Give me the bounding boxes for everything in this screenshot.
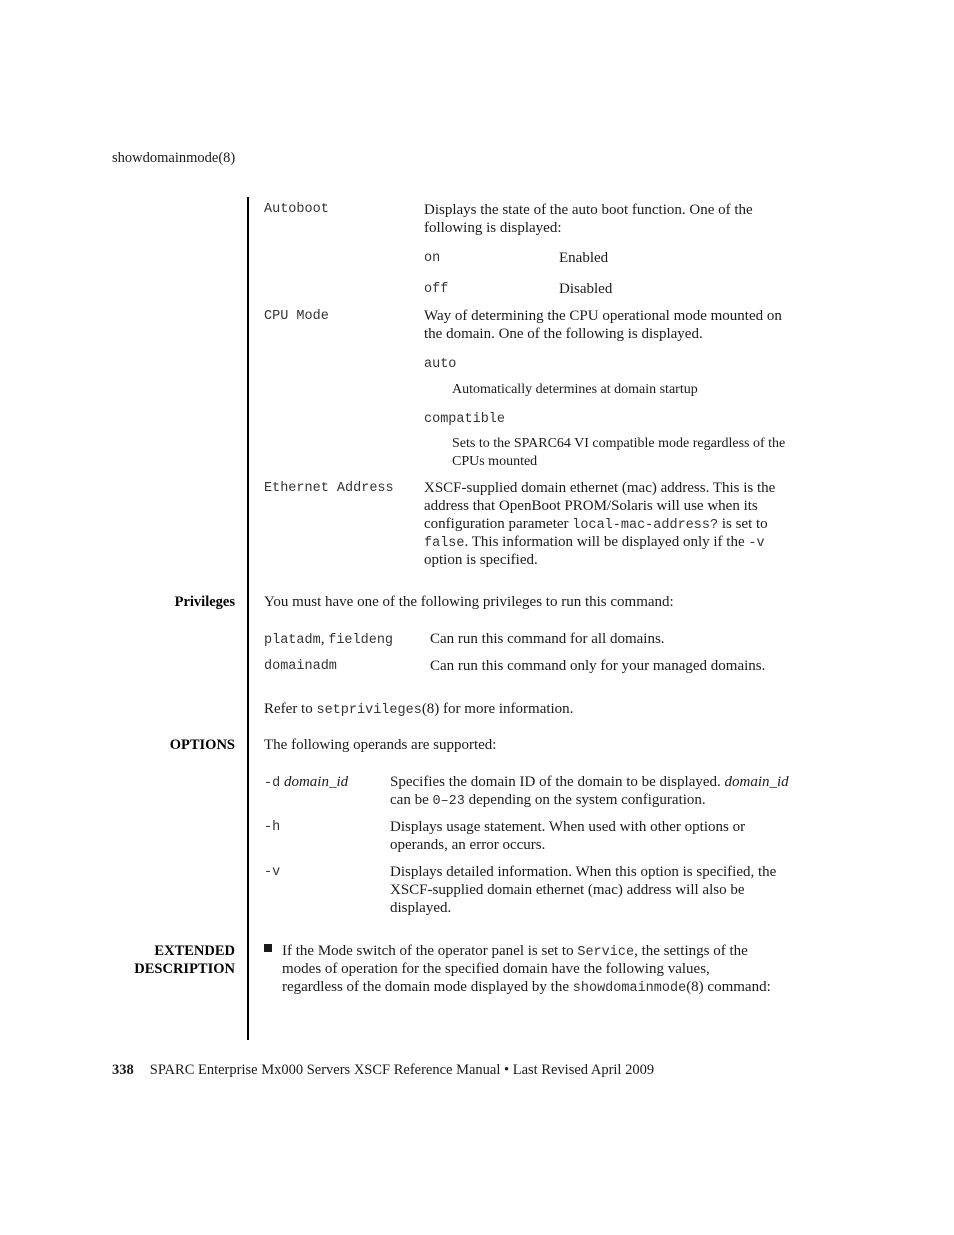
ethernet-desc-text: configuration parameter [424, 516, 573, 532]
privilege-code: fieldeng [328, 633, 394, 648]
cpu-mode-desc-line1: Way of determining the CPU operational mode mounted on [424, 308, 782, 324]
cpu-mode-auto-code: auto [424, 357, 457, 372]
v-option-code: -v [748, 536, 765, 551]
footer [112, 1061, 654, 1079]
option-desc-text: depending on the system configuration. [464, 792, 706, 808]
option-desc-text: can be [390, 792, 433, 808]
autoboot-value-code: on [424, 251, 441, 266]
cpu-mode-compatible-desc-line2: CPUs mounted [452, 454, 538, 469]
ethernet-desc-line2: address that OpenBoot PROM/Solaris will use when its [424, 498, 758, 514]
autoboot-desc-line2: following is displayed: [424, 220, 562, 236]
vertical-rule [247, 197, 249, 1040]
ethernet-desc-text: is set to [718, 516, 768, 532]
cpu-mode-term: CPU Mode [264, 309, 329, 324]
autoboot-value-meaning: Enabled [559, 250, 609, 266]
privilege-row-desc: Can run this command for all domains. [430, 631, 665, 647]
option-flag: -v [264, 865, 281, 880]
footer-title: SPARC Enterprise Mx000 Servers XSCF Reference Manual • Last Revised April 2009 [149, 1062, 655, 1078]
extended-line3 [282, 978, 771, 998]
extended-line1 [282, 942, 748, 962]
false-code: false [424, 536, 465, 551]
running-head: showdomainmode(8) [112, 150, 236, 166]
setprivileges-code: setprivileges [316, 703, 422, 718]
option-desc-text: Specifies the domain ID of the domain to be displayed. [390, 774, 725, 790]
ethernet-desc-line4 [424, 533, 765, 553]
option-d-desc-line2 [390, 791, 706, 811]
extended-text: regardless of the domain mode displayed by the [282, 979, 573, 995]
cpu-mode-compatible-desc-line1: Sets to the SPARC64 VI compatible mode regardless of the [452, 436, 786, 451]
cpu-mode-auto-desc: Automatically determines at domain startup [452, 382, 698, 397]
ethernet-desc-line3 [424, 515, 768, 535]
option-d-term [264, 773, 348, 793]
ethernet-address-term: Ethernet Address [264, 481, 394, 496]
local-mac-address-code: local-mac-address? [572, 518, 719, 533]
extended-line2: modes of operation for the specified domain have the following values, [282, 961, 710, 977]
autoboot-value-meaning: Disabled [559, 281, 613, 297]
refer-text: (8) for more information. [421, 701, 574, 717]
privilege-separator: , [320, 631, 329, 647]
extended-heading-line1: EXTENDED [154, 943, 235, 959]
privileges-refer [264, 700, 573, 720]
domain-range-code: 0–23 [432, 794, 465, 809]
refer-text: Refer to [264, 701, 317, 717]
option-v-desc-line2: XSCF-supplied domain ethernet (mac) address will also be [390, 882, 745, 898]
bullet-square-icon [264, 944, 272, 952]
options-heading: OPTIONS [169, 737, 235, 753]
privileges-heading: Privileges [174, 594, 235, 610]
option-h-desc-line2: operands, an error occurs. [390, 837, 546, 853]
options-intro: The following operands are supported: [264, 737, 497, 753]
ethernet-desc-line1: XSCF-supplied domain ethernet (mac) address. This is the [424, 480, 776, 496]
showdomainmode-code: showdomainmode [572, 981, 687, 996]
privilege-row-codes [264, 630, 393, 650]
option-h-desc-line1: Displays usage statement. When used with other options or [390, 819, 746, 835]
privilege-row-desc: Can run this command only for your managed domains. [430, 658, 766, 674]
autoboot-term: Autoboot [264, 202, 329, 217]
option-d-desc-line1 [390, 773, 789, 791]
option-arg: domain_id [724, 774, 789, 790]
privilege-code: domainadm [264, 659, 337, 674]
option-v-desc-line1: Displays detailed information. When this option is specified, the [390, 864, 777, 880]
ethernet-desc-line5: option is specified. [424, 552, 538, 568]
extended-text: , the settings of the [634, 943, 748, 959]
autoboot-desc-line1: Displays the state of the auto boot function. One of the [424, 202, 753, 218]
autoboot-value-code: off [424, 282, 449, 297]
cpu-mode-desc-line2: the domain. One of the following is displayed. [424, 326, 703, 342]
option-flag: -h [264, 820, 281, 835]
privilege-code: platadm [264, 633, 321, 648]
extended-heading-line2: DESCRIPTION [134, 961, 235, 977]
extended-text: If the Mode switch of the operator panel is set to [282, 943, 578, 959]
page-number: 338 [112, 1062, 134, 1078]
option-flag: -d [264, 776, 281, 791]
cpu-mode-compatible-code: compatible [424, 412, 506, 427]
service-code: Service [577, 945, 635, 960]
option-v-desc-line3: displayed. [390, 900, 452, 916]
extended-text: (8) command: [686, 979, 771, 995]
privileges-intro: You must have one of the following privileges to run this command: [264, 594, 674, 610]
ethernet-desc-text: . This information will be displayed only if the [464, 534, 749, 550]
option-arg: domain_id [283, 774, 349, 790]
